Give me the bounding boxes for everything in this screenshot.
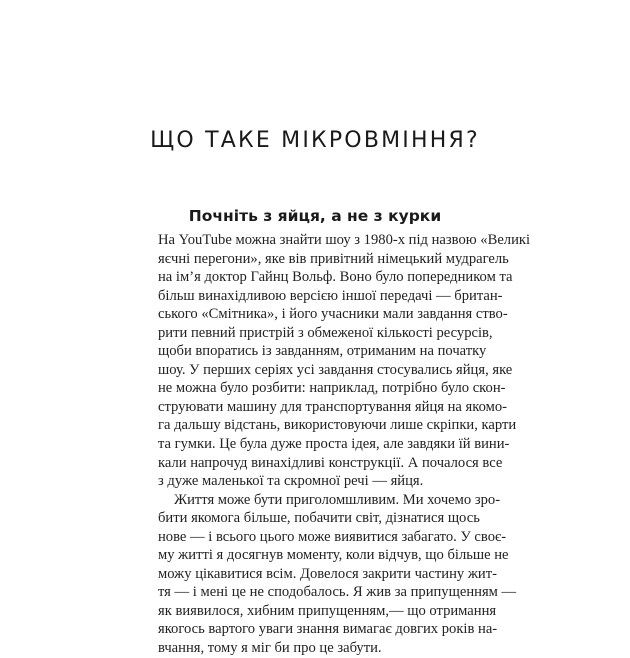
text-line: не можна було розбити: наприклад, потрібно було скон-: [158, 380, 506, 397]
section-title: Почніть з яйця, а не з курки: [188, 207, 442, 225]
chapter-title: ЩО ТАКЕ МІКРОВМІННЯ?: [150, 128, 480, 153]
paragraph-1: [158, 231, 531, 491]
text-line: якогось вартого уваги знання вимагає довгих років на-: [158, 621, 498, 638]
text-line: яєчні перегони», яке вів привітний німецький мудрагель: [158, 250, 509, 267]
text-line: шоу. У перших серіях усі завдання стосувались яйця, яке: [158, 361, 513, 378]
text-line: га дальшу відстань, використовуючи лише скріпки, карти: [158, 417, 517, 434]
text-line: щоби впоратись із завданням, отриманим на початку: [158, 343, 487, 360]
text-line: кали напрочуд винахідливі конструкції. А почалося все: [158, 454, 503, 471]
body-text: [158, 231, 531, 658]
text-line: та гумки. Це була дуже проста ідея, але завдяки їй вини-: [158, 436, 510, 453]
text-line: на ім’я доктор Гайнц Вольф. Воно було попередником та: [158, 269, 513, 286]
text-line: рити певний пристрій з обмеженої кількості ресурсів,: [158, 324, 493, 341]
text-line: вчання, тому я міг би про це забути.: [158, 640, 382, 657]
text-line: Життя може бути приголомшливим. Ми хочемо зро-: [174, 491, 501, 508]
text-line: з дуже маленької та скромної речі — яйця.: [158, 473, 424, 490]
text-line: можу цікавитися всім. Довелося закрити частину жит-: [158, 565, 497, 582]
text-line: більш винахідливою версією іншої передачі — британ-: [158, 287, 503, 304]
text-line: му житті я досягнув моменту, коли відчув, що більше не: [158, 547, 509, 564]
paragraph-2: [158, 491, 517, 658]
text-line: нове — і всього цього може виявитися забагато. У своє-: [158, 528, 507, 545]
text-line: На YouTube можна знайти шоу з 1980-х під назвою «Великі: [158, 232, 531, 248]
text-line: ського «Смітника», і його учасники мали завдання ство-: [158, 306, 508, 323]
text-line: струювати машину для транспортування яйця на якомо-: [158, 398, 508, 415]
text-line: бити якомога більше, побачити світ, дізнатися щось: [158, 510, 480, 527]
text-line: тя — і мені це не сподобалось. Я жив за припущенням —: [158, 584, 517, 601]
text-line: як виявилося, хибним припущенням,— що отримання: [158, 602, 497, 619]
